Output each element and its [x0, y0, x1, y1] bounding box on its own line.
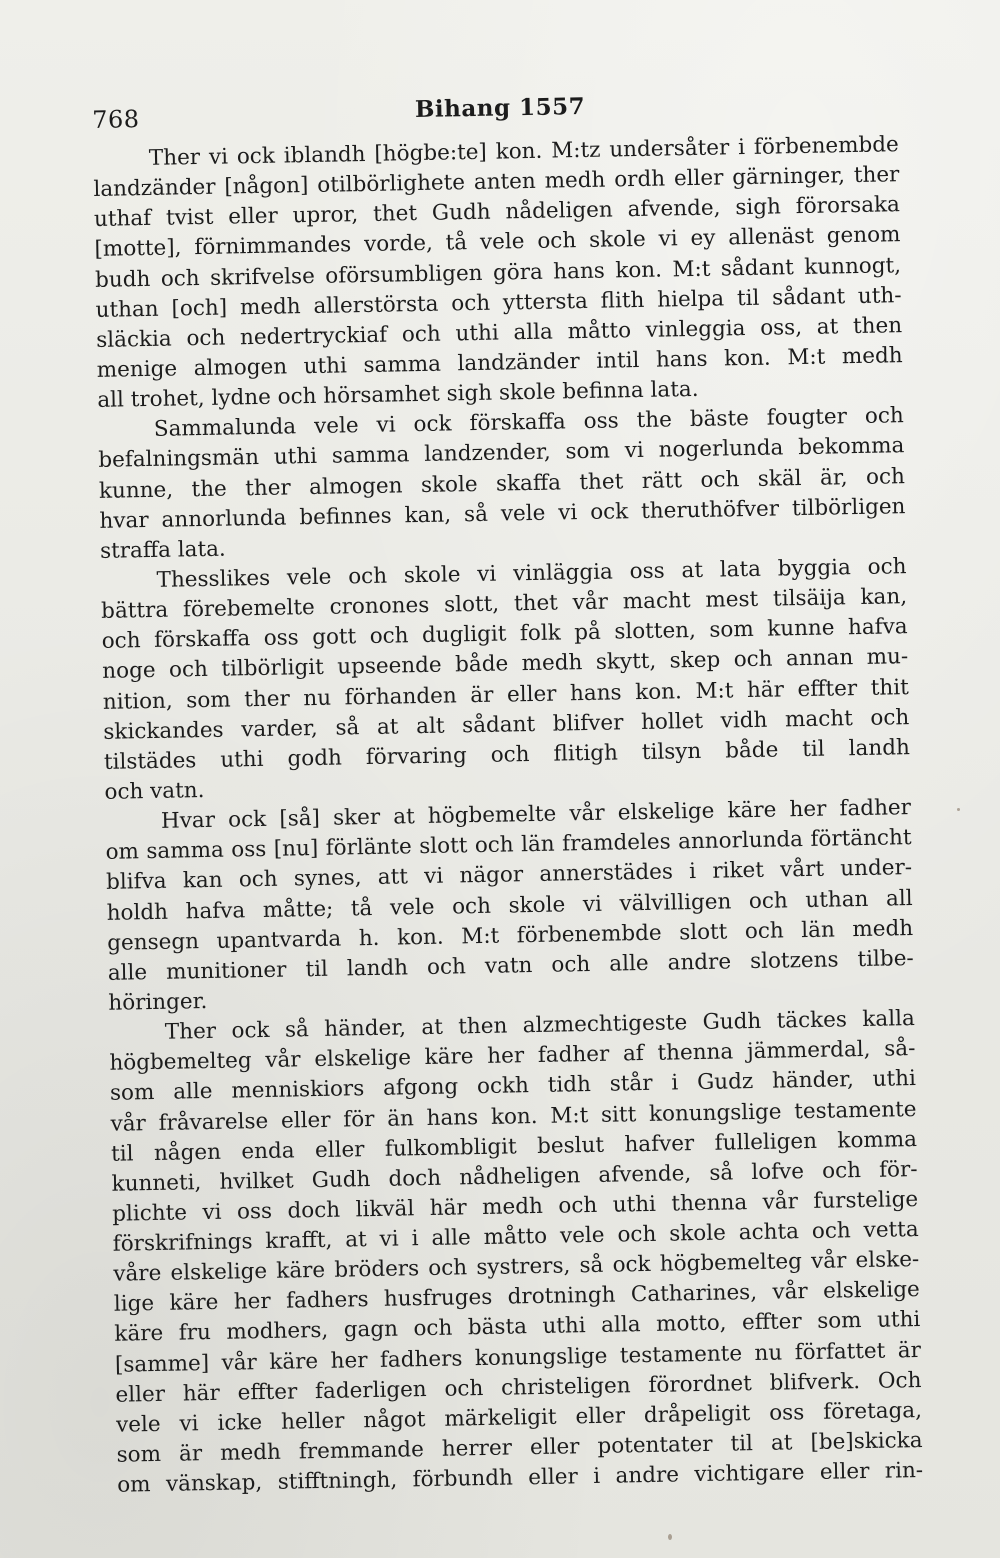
- text-line: holdh hafva måtte; tå vele och skole vi välvilligen och uthan all: [106, 885, 913, 926]
- text-line: högbemelteg vår elskelige käre her fadher af thenna jämmerdal, så-: [109, 1036, 916, 1077]
- text-line: våre elskelige käre bröders och systrers, så ock högbemelteg vår elske-: [113, 1247, 920, 1287]
- running-head: Bihang 1557: [414, 92, 586, 124]
- paper-speck: [957, 808, 960, 811]
- text-line: eller här effter faderligen och christeligen förordnet blifverk. Och: [115, 1367, 922, 1408]
- text-line: til någen enda eller fulkombligit beslut hafver fulleligen komma: [110, 1126, 918, 1167]
- text-line: gensegn upantvarda h. kon. M:t förbenembde slott och län medh: [107, 915, 914, 956]
- text-line: all trohet, lydne och hörsamhet sigh skole befinna lata.: [97, 377, 699, 414]
- text-line: och förskaffa oss gott och dugligit folk på slotten, som kunne hafva: [101, 614, 908, 655]
- text-line: budh och skrifvelse oförsumbligen göra hans kon. M:t sådant kunnogt,: [94, 252, 902, 293]
- text-line: noge och tilbörligit upseende både medh skytt, skep och annan mu-: [102, 644, 909, 685]
- text-line: tilstädes uthi godh förvaring och flitigh tilsyn både til landh: [103, 734, 911, 775]
- text-line: Thesslikes vele och skole vi vinläggia oss at lata byggia och: [156, 554, 907, 593]
- text-line: plichte vi oss doch likväl här medh och uthi thenna vår furstelige: [112, 1186, 919, 1227]
- text-line: vele vi icke heller något märkeligit eller dråpeligit oss företaga,: [115, 1397, 923, 1438]
- text-line: [motte], förnimmandes vorde, tå vele och skole vi ey allenäst genom: [94, 222, 901, 263]
- text-line: Sammalunda vele vi ock förskaffa oss the bäste fougter och: [153, 403, 904, 443]
- body-text: [93, 130, 924, 1501]
- text-line: Hvar ock [så] sker at högbemelte vår elskelige käre her fadher: [160, 795, 912, 834]
- text-line: om vänskap, stifftningh, förbundh eller i andre vichtigare eller rin-: [116, 1458, 924, 1498]
- text-line: om samma oss [nu] förlänte slott och län framdeles annorlunda förtäncht: [105, 825, 912, 866]
- text-line: som alle menniskiors afgong ockh tidh står i Gudz händer, uthi: [109, 1066, 917, 1107]
- text-line: och vatn.: [104, 777, 205, 805]
- text-line: blifva kan och synes, att vi nägor annerstädes i riket vårt under-: [105, 855, 913, 896]
- text-line: landzänder [någon] otilbörlighete anten medh ordh eller gärninger, ther: [93, 162, 900, 203]
- text-line: uthan [och] medh allerstörsta och yttersta flith hielpa til sådant uth-: [95, 282, 902, 323]
- text-line: lige käre her fadhers husfruges drotningh Catharines, vår elskelige: [113, 1277, 920, 1318]
- text-line: menige almogen uthi samma landzänder intil hans kon. M:t medh: [96, 343, 903, 383]
- text-line: straffa lata.: [99, 536, 226, 564]
- text-line: uthaf tvist eller upror, thet Gudh nådeligen afvende, sigh förorsaka: [93, 192, 901, 233]
- text-line: bättra förebemelte cronones slott, thet vår macht mest tilsäija kan,: [100, 584, 908, 624]
- text-line: alle munitioner til landh och vatn och alle andre slotzens tilbe-: [107, 945, 914, 986]
- text-line: som är medh fremmande herrer eller potentater til at [be]skicka: [116, 1428, 923, 1468]
- paper-speck: [668, 1534, 672, 1540]
- text-line: vår fråvarelse eller för än hans kon. M:t sitt konungslige testamente: [110, 1096, 917, 1137]
- text-line: nition, som ther nu förhanden är eller hans kon. M:t här effter thit: [102, 674, 909, 715]
- text-line: käre fru modhers, gagn och bästa uthi alla motto, effter som uthi: [114, 1307, 921, 1348]
- text-line: förskrifnings krafft, at vi i alle måtto vele och skole achta och vetta: [112, 1217, 919, 1257]
- text-line: skickandes varder, så at alt sådant blifver hollet vidh macht och: [103, 704, 910, 745]
- text-line: kunneti, hvilket Gudh doch nådheligen afvende, så lofve och för-: [111, 1156, 918, 1197]
- text-line: befalningsmän uthi samma landzender, som vi nogerlunda bekomma: [98, 433, 905, 474]
- text-line: Ther vi ock iblandh [högbe:te] kon. M:tz undersåter i förbenembde: [148, 132, 900, 171]
- text-line: kunne, the ther almogen skole skaffa thet rätt och skäl är, och: [98, 463, 906, 504]
- text-line: släckia och nedertryckiaf och uthi alla måtto vinleggia oss, at then: [95, 313, 903, 353]
- text-line: hvar annorlunda befinnes kan, så vele vi ock theruthöfver tilbörligen: [99, 493, 906, 534]
- text-line: Ther ock så händer, at then alzmechtigeste Gudh täckes kalla: [164, 1006, 916, 1045]
- page-number: 768: [91, 105, 140, 134]
- text-line: [samme] vår käre her fadhers konungslige testamente nu författet är: [114, 1337, 922, 1378]
- text-line: höringer.: [108, 988, 208, 1016]
